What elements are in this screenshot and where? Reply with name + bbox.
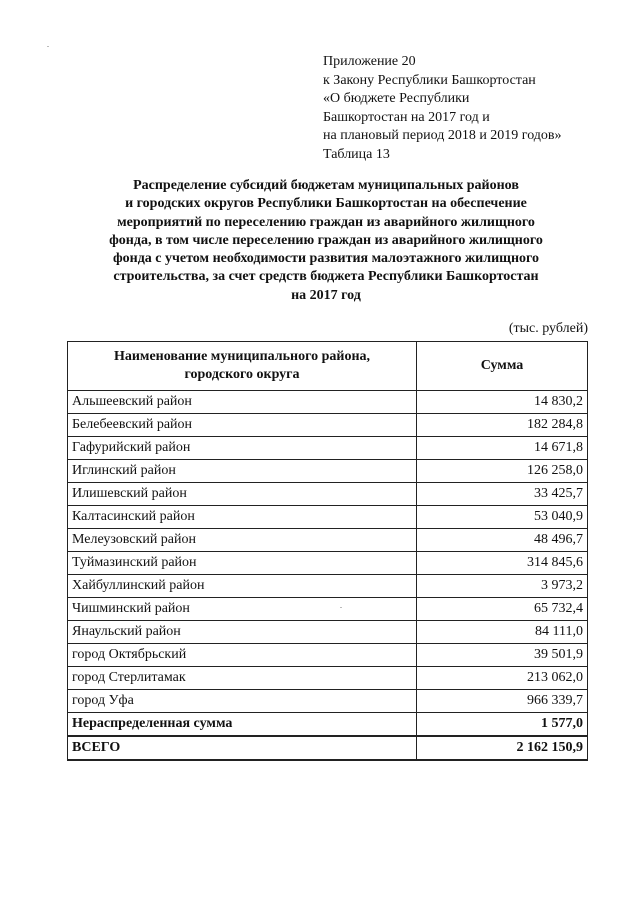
table-row (68, 621, 588, 644)
title-line: фонда, в том числе переселению граждан из аварийного жилищного (109, 232, 543, 248)
table-row (68, 460, 588, 483)
subsidy-table (67, 341, 588, 761)
total-label: ВСЕГО (68, 736, 417, 760)
title-line: на 2017 год (291, 287, 361, 303)
row-value: 126 258,0 (417, 460, 588, 483)
row-name: Чишминский район (68, 598, 417, 621)
row-name: Янаульский район (68, 621, 417, 644)
row-value: 39 501,9 (417, 644, 588, 667)
header-name-line2: городского округа (184, 367, 300, 382)
row-name: Альшеевский район (68, 391, 417, 414)
title-line: и городских округов Республики Башкортостан на обеспечение (125, 196, 527, 212)
title-line: мероприятий по переселению граждан из аварийного жилищного (117, 214, 535, 230)
row-name: Белебеевский район (68, 414, 417, 437)
annex-line: к Закону Республики Башкортостан (323, 72, 536, 88)
row-name: город Стерлитамак (68, 667, 417, 690)
table-row (68, 391, 588, 414)
header-sum: Сумма (417, 342, 588, 391)
row-value: 314 845,6 (417, 552, 588, 575)
table-row (68, 552, 588, 575)
table-row (68, 644, 588, 667)
row-value: 14 671,8 (417, 437, 588, 460)
row-name: город Уфа (68, 690, 417, 713)
title-line: строительства, за счет средств бюджета Республики Башкортостан (113, 269, 539, 285)
table-number: Таблица 13 (323, 146, 390, 162)
header-name (68, 342, 417, 391)
row-value: 966 339,7 (417, 690, 588, 713)
table-row (68, 506, 588, 529)
row-value: 53 040,9 (417, 506, 588, 529)
row-name: Калтасинский район (68, 506, 417, 529)
row-value: 213 062,0 (417, 667, 588, 690)
unallocated-row (68, 713, 588, 737)
annex-line: Башкортостан на 2017 год и (323, 109, 490, 125)
table-row (68, 529, 588, 552)
unallocated-label: Нераспределенная сумма (68, 713, 417, 737)
total-row (68, 736, 588, 760)
row-name: Гафурийский район (68, 437, 417, 460)
header-name-line1: Наименование муниципального района, (113, 349, 371, 364)
row-name: Туймазинский район (68, 552, 417, 575)
table-row (68, 690, 588, 713)
row-value: 182 284,8 (417, 414, 588, 437)
annex-line: на плановый период 2018 и 2019 годов» (323, 128, 562, 143)
row-value: 14 830,2 (417, 391, 588, 414)
row-value: 33 425,7 (417, 483, 588, 506)
document-title (60, 177, 592, 305)
row-name: Иглинский район (68, 460, 417, 483)
row-name: город Октябрьский (68, 644, 417, 667)
table-row (68, 667, 588, 690)
annex-line: «О бюджете Республики (323, 91, 470, 106)
row-name: Илишевский район (68, 483, 417, 506)
row-value: 65 732,4 (417, 598, 588, 621)
units-label: (тыс. рублей) (508, 321, 588, 336)
row-value: 3 973,2 (417, 575, 588, 598)
row-name: Мелеузовский район (68, 529, 417, 552)
annex-line: Приложение 20 (323, 54, 416, 69)
row-value: 84 111,0 (417, 621, 588, 644)
table-row (68, 575, 588, 598)
scan-speck (47, 46, 49, 47)
table-row (68, 598, 588, 621)
row-value: 48 496,7 (417, 529, 588, 552)
total-value: 2 162 150,9 (417, 736, 588, 760)
table-row (68, 437, 588, 460)
table-row (68, 483, 588, 506)
row-name: Хайбуллинский район (68, 575, 417, 598)
unallocated-value: 1 577,0 (417, 713, 588, 737)
table-row (68, 414, 588, 437)
annex-block (323, 53, 562, 164)
title-line: Распределение субсидий бюджетам муниципальных районов (133, 178, 519, 193)
table-header-row (68, 342, 588, 391)
title-line: фонда с учетом необходимости развития малоэтажного жилищного (112, 251, 540, 267)
